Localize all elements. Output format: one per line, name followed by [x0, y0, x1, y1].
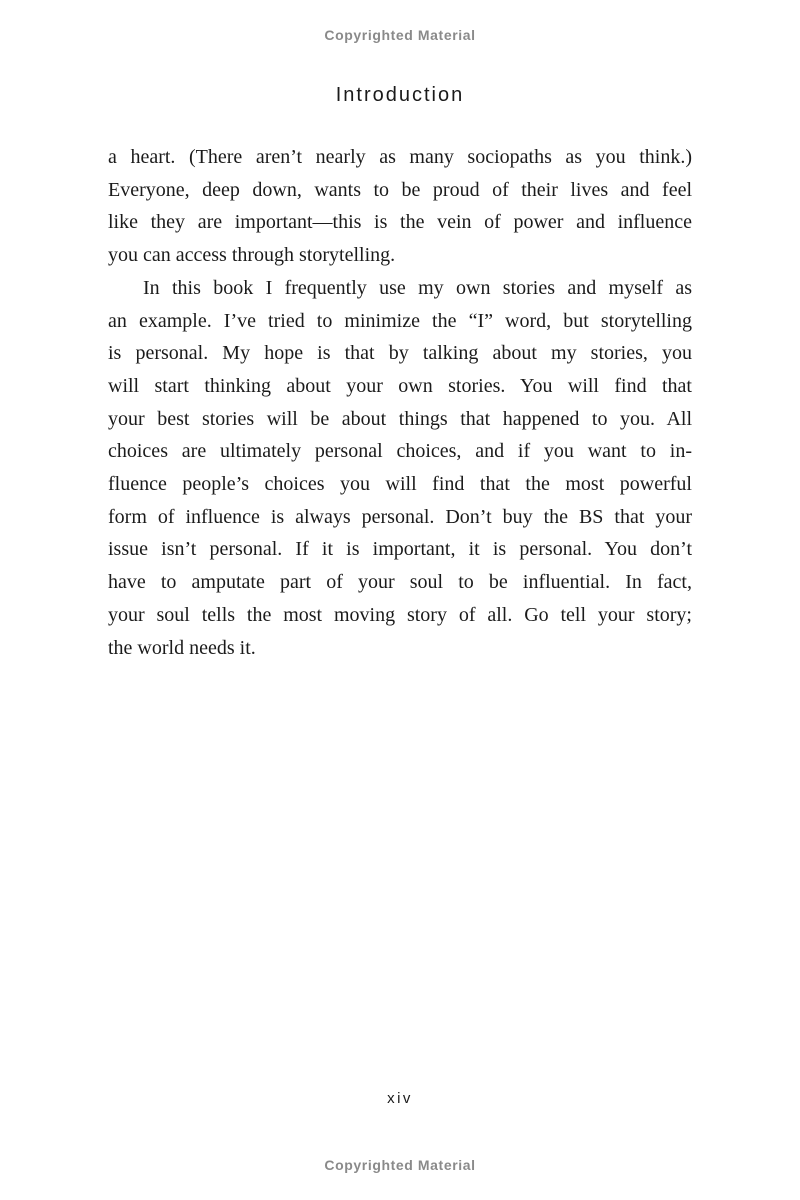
text-line: form of influence is always personal. Don’t buy the BS that your	[108, 505, 692, 528]
text-line: will start thinking about your own stories. You will find that	[108, 374, 692, 397]
text-line: like they are important—this is the vein of power and influence	[108, 211, 692, 234]
text-line: your soul tells the most moving story of all. Go tell your story;	[108, 603, 692, 626]
text-line: is personal. My hope is that by talking about my stories, you	[108, 342, 692, 365]
text-line: issue isn’t personal. If it is important, it is personal. You don’t	[108, 538, 692, 561]
chapter-heading: Introduction	[335, 84, 465, 106]
paragraph	[108, 141, 692, 272]
text-line: have to amputate part of your soul to be influential. In fact,	[108, 571, 692, 594]
paragraph	[108, 272, 692, 664]
copyright-notice-bottom: Copyrighted Material	[324, 1157, 476, 1173]
text-line: the world needs it.	[108, 636, 256, 659]
copyright-notice-top: Copyrighted Material	[324, 27, 476, 43]
text-line: a heart. (There aren’t nearly as many sociopaths as you think.)	[108, 146, 692, 168]
text-line: choices are ultimately personal choices, and if you want to in-	[108, 440, 692, 463]
text-line: In this book I frequently use my own stories and myself as	[143, 276, 692, 299]
body-text	[108, 141, 692, 664]
page-number: xiv	[387, 1090, 413, 1107]
text-line: your best stories will be about things that happened to you. All	[108, 407, 692, 430]
text-line: an example. I’ve tried to minimize the “I” word, but storytelling	[108, 309, 692, 332]
text-line: fluence people’s choices you will find that the most powerful	[108, 473, 692, 496]
text-line: you can access through storytelling.	[108, 244, 396, 267]
text-line: Everyone, deep down, wants to be proud of their lives and feel	[108, 178, 692, 201]
